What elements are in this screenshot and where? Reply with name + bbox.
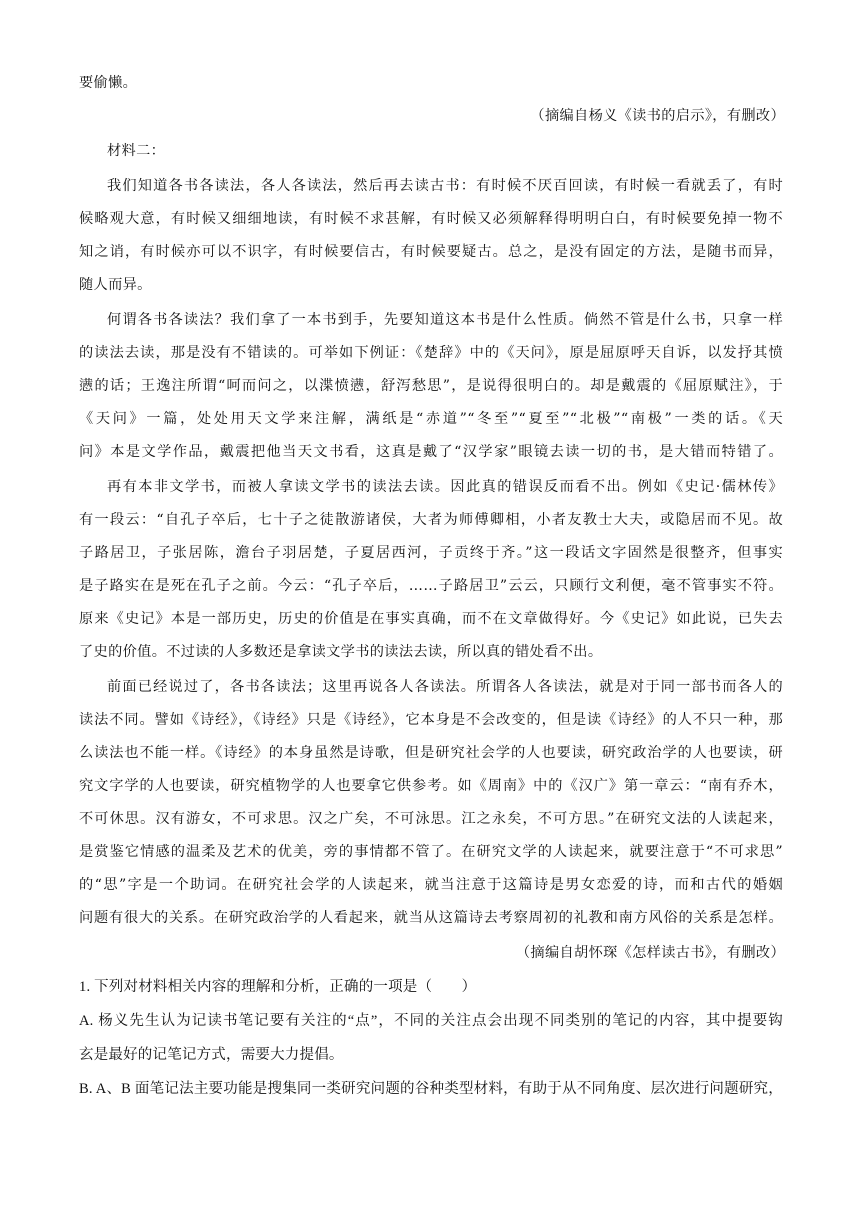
paragraph-line: 子路居卫，子张居陈，澹台子羽居楚，子夏居西河，子贡终于齐。”这一段话文字固然是很整齐，但事实 (79, 545, 783, 561)
paragraph-line: 的“思”字是一个助词。在研究社会学的人读起来，就当注意于这篇诗是男女恋爱的诗，而和古代的婚姻 (79, 877, 783, 893)
paragraph-line: 再有本非文学书，而被人拿读文学书的读法去读。因此真的错误反而看不出。例如《史记·儒林传》 (107, 479, 783, 495)
paragraph-line: 知之诮，有时候亦可以不识字，有时候要信古，有时候要疑古。总之，是没有固定的方法，是随书而异， (79, 244, 783, 260)
paragraph-line: 《天问》一篇，处处用天文学来注解，满纸是“赤道”“冬至”“夏至”“北极”“南极”一类的话。《天 (79, 411, 783, 427)
paragraph-line: 是赏鉴它情感的温柔及艺术的优美，旁的事情都不管了。在研究文学的人读起来，就要注意于“不可求思” (79, 844, 783, 860)
source-citation-1: （摘编自杨义《读书的启示》，有删改） (530, 108, 785, 124)
paragraph-line: 随人而异。 (79, 277, 152, 293)
paragraph-line: 问题有很大的关系。在研究政治学的人看起来，就当从这篇诗去考察周初的礼教和南方风俗的关系是怎样。 (79, 910, 783, 926)
paragraph-line: 我们知道各书各读法，各人各读法，然后再去读古书：有时候不厌百回读，有时候一看就丢了，有时 (107, 178, 783, 194)
material-two-heading: 材料二： (107, 143, 166, 159)
paragraph-line: 有一段云：“自孔子卒后，七十子之徒散游诸侯，大者为师傅卿相，小者友教士大夫，或隐居而不见。故 (79, 512, 783, 528)
option-a-line-2: 玄是最好的记笔记方式，需要大力提倡。 (79, 1047, 344, 1063)
question-stem: 1. 下列对材料相关内容的理解和分析，正确的一项是（ ） (79, 979, 477, 995)
paragraph-tail: 要偷懒。 (79, 75, 138, 91)
paragraph-line: 是子路实在是死在孔子之前。今云：“孔子卒后，……子路居卫”云云，只顾行文利便，毫不管事实不符。 (79, 578, 783, 594)
paragraph-line: 原来《史记》本是一部历史，历史的价值是在事实真确，而不在文章做得好。今《史记》如此说，已失去 (79, 611, 783, 627)
paragraph-line: 了史的价值。不过读的人多数还是拿读文学书的读法去读，所以真的错处看不出。 (79, 644, 603, 660)
paragraph-line: 前面已经说过了，各书各读法；这里再说各人各读法。所谓各人各读法，就是对于同一部书而各人的 (107, 679, 783, 695)
option-a-line-1: A. 杨义先生认为记读书笔记要有关注的“点”，不同的关注点会出现不同类别的笔记的内容，其中提要钩 (79, 1013, 783, 1029)
source-citation-2: （摘编自胡怀琛《怎样读古书》，有删改） (515, 945, 785, 961)
option-b-line-1: B. A、B 面笔记法主要功能是搜集同一类研究问题的谷种类型材料，有助于从不同角度、层次进行问题研究， (79, 1081, 783, 1097)
paragraph-line: 的读法去读，那是没有不错读的。可举如下例证：《楚辞》中的《天问》，原是屈原呼天自诉，以发抒其愤 (79, 345, 783, 361)
paragraph-line: 问》本是文学作品，戴震把他当天文书看，这真是戴了“汉学家”眼镜去读一切的书，是大错而特错了。 (79, 444, 783, 460)
paragraph-line: 读法不同。譬如《诗经》，《诗经》只是《诗经》，它本身是不会改变的，但是读《诗经》的人不只一种，那 (79, 712, 783, 728)
paragraph-line: 何谓各书各读法？我们拿了一本书到手，先要知道这本书是什么性质。倘然不管是什么书，只拿一样 (107, 312, 783, 328)
paragraph-line: 候略观大意，有时候又细细地读，有时候不求甚解，有时候又必须解释得明明白白，有时候要免掉一物不 (79, 211, 783, 227)
paragraph-line: 懑的话；王逸注所谓“呵而问之，以渫愤懑，舒泻愁思”，是说得很明白的。却是戴震的《屈原赋注》，于 (79, 378, 783, 394)
paragraph-line: 究文字学的人也要读，研究植物学的人也要拿它供参考。如《周南》中的《汉广》第一章云：“南有乔木， (79, 778, 783, 794)
paragraph-line: 么读法也不能一样。《诗经》的本身虽然是诗歌，但是研究社会学的人也要读，研究政治学的人也要读，研 (79, 745, 783, 761)
paragraph-line: 不可休思。汉有游女，不可求思。汉之广矣，不可泳思。江之永矣，不可方思。”在研究文法的人读起来， (79, 811, 783, 827)
